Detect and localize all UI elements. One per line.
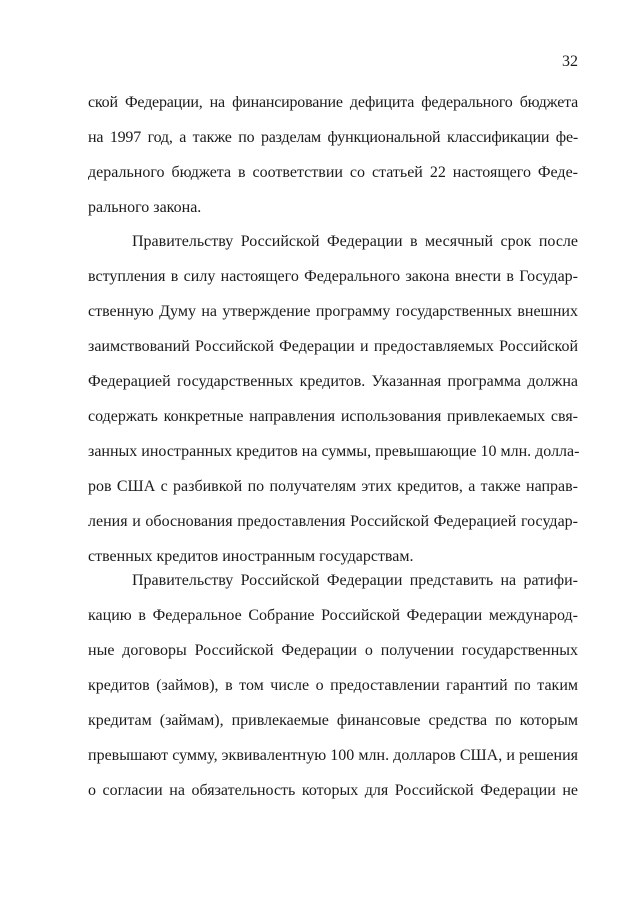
text-line: о согласии на обязательность которых для Российской Федерации не [88, 782, 578, 799]
text-line: содержать конкретные направления использования привлекаемых свя- [88, 408, 578, 425]
paragraph-ratification [88, 563, 578, 808]
text-line: заимствований Российской Федерации и предоставляемых Российской [88, 338, 578, 355]
page-number: 32 [562, 53, 578, 70]
text-line: на 1997 год, а также по разделам функциональной классификации фе- [88, 129, 578, 146]
text-line: рального закона. [88, 199, 202, 216]
text-line: дерального бюджета в соответствии со статьей 22 настоящего Феде- [88, 164, 578, 181]
paragraph-external-borrowing [88, 224, 578, 574]
text-line: ственную Думу на утверждение программу государственных внешних [88, 303, 578, 320]
text-line: Федерацией государственных кредитов. Указанная программа должна [88, 373, 578, 390]
text-line: Правительству Российской Федерации представить на ратифи- [132, 572, 578, 589]
paragraph-continuation [88, 85, 578, 225]
text-line: вступления в силу настоящего Федерального закона внести в Государ- [88, 268, 578, 285]
text-line: ные договоры Российской Федерации о получении государственных [88, 642, 578, 659]
text-line: ственных кредитов иностранным государствам. [88, 548, 414, 565]
text-line: кацию в Федеральное Собрание Российской Федерации международ- [88, 607, 578, 624]
text-line: занных иностранных кредитов на суммы, превышающие 10 млн. долла- [88, 443, 580, 460]
text-line: ления и обоснования предоставления Российской Федерацией государ- [88, 513, 578, 530]
text-line: кредитов (займов), в том числе о предоставлении гарантий по таким [88, 677, 578, 694]
text-line: ров США с разбивкой по получателям этих кредитов, а также направ- [88, 478, 578, 495]
text-line: превышают сумму, эквивалентную 100 млн. долларов США, и решения [88, 747, 578, 764]
text-line: Правительству Российской Федерации в месячный срок после [132, 233, 578, 250]
text-line: ской Федерации, на финансирование дефицита федерального бюджета [88, 94, 578, 111]
text-line: кредитам (займам), привлекаемые финансовые средства по которым [88, 712, 578, 729]
